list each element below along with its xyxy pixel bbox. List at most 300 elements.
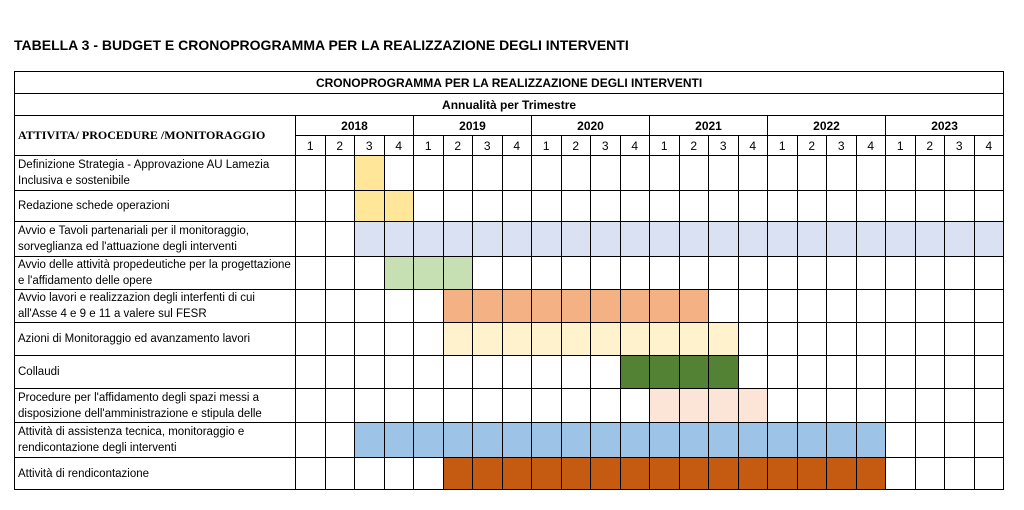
gantt-bar-cell: [355, 222, 385, 257]
gantt-empty-cell: [856, 257, 886, 290]
gantt-table: [14, 71, 1004, 490]
gantt-empty-cell: [886, 323, 916, 356]
quarter-header: 1: [768, 136, 798, 156]
gantt-bar-cell: [532, 222, 562, 257]
gantt-empty-cell: [502, 257, 532, 290]
gantt-empty-cell: [532, 389, 562, 423]
gantt-bar-cell: [650, 423, 680, 458]
gantt-empty-cell: [886, 191, 916, 222]
gantt-bar-cell: [355, 156, 385, 191]
gantt-bar-cell: [650, 323, 680, 356]
gantt-empty-cell: [620, 389, 650, 423]
gantt-bar-cell: [709, 389, 739, 423]
activity-row: [15, 389, 1004, 423]
gantt-bar-cell: [974, 222, 1004, 257]
gantt-empty-cell: [325, 323, 355, 356]
gantt-empty-cell: [974, 389, 1004, 423]
gantt-bar-cell: [384, 257, 414, 290]
gantt-empty-cell: [886, 257, 916, 290]
gantt-empty-cell: [915, 323, 945, 356]
quarter-header: 4: [738, 136, 768, 156]
activity-row: [15, 423, 1004, 458]
activity-name: Azioni di Monitoraggio ed avanzamento lavori: [18, 333, 251, 345]
quarter-header: 2: [443, 136, 473, 156]
gantt-empty-cell: [355, 257, 385, 290]
gantt-empty-cell: [768, 356, 798, 389]
gantt-empty-cell: [738, 156, 768, 191]
gantt-empty-cell: [886, 389, 916, 423]
gantt-empty-cell: [473, 191, 503, 222]
gantt-empty-cell: [709, 156, 739, 191]
gantt-bar-cell: [502, 290, 532, 323]
quarter-header: 1: [650, 136, 680, 156]
gantt-bar-cell: [384, 222, 414, 257]
gantt-bar-cell: [502, 458, 532, 490]
gantt-empty-cell: [915, 458, 945, 490]
gantt-empty-cell: [974, 323, 1004, 356]
activity-row: [15, 290, 1004, 323]
gantt-bar-cell: [738, 222, 768, 257]
gantt-empty-cell: [620, 156, 650, 191]
activity-name-cell: [15, 389, 296, 423]
gantt-empty-cell: [856, 356, 886, 389]
gantt-empty-cell: [797, 156, 827, 191]
gantt-bar-cell: [650, 290, 680, 323]
gantt-bar-cell: [473, 423, 503, 458]
gantt-empty-cell: [945, 290, 975, 323]
gantt-empty-cell: [945, 458, 975, 490]
gantt-bar-cell: [443, 423, 473, 458]
gantt-bar-cell: [355, 423, 385, 458]
gantt-empty-cell: [296, 458, 326, 490]
gantt-bar-cell: [591, 423, 621, 458]
activity-name-cell: [15, 257, 296, 290]
gantt-empty-cell: [532, 356, 562, 389]
activity-row: [15, 156, 1004, 191]
gantt-empty-cell: [325, 156, 355, 191]
gantt-empty-cell: [679, 191, 709, 222]
gantt-bar-cell: [738, 458, 768, 490]
gantt-bar-cell: [502, 323, 532, 356]
gantt-bar-cell: [650, 458, 680, 490]
gantt-empty-cell: [473, 257, 503, 290]
gantt-empty-cell: [355, 458, 385, 490]
gantt-empty-cell: [473, 156, 503, 191]
gantt-empty-cell: [679, 257, 709, 290]
gantt-empty-cell: [502, 356, 532, 389]
gantt-empty-cell: [355, 389, 385, 423]
gantt-empty-cell: [945, 323, 975, 356]
gantt-empty-cell: [679, 156, 709, 191]
gantt-bar-cell: [679, 458, 709, 490]
gantt-empty-cell: [856, 290, 886, 323]
gantt-empty-cell: [886, 290, 916, 323]
gantt-empty-cell: [296, 222, 326, 257]
gantt-empty-cell: [709, 290, 739, 323]
gantt-empty-cell: [414, 290, 444, 323]
gantt-bar-cell: [443, 458, 473, 490]
gantt-bar-cell: [414, 423, 444, 458]
gantt-empty-cell: [414, 389, 444, 423]
gantt-empty-cell: [561, 257, 591, 290]
activity-name-cell: [15, 191, 296, 222]
quarter-header: 3: [355, 136, 385, 156]
activity-row: [15, 323, 1004, 356]
gantt-bar-cell: [355, 191, 385, 222]
gantt-bar-cell: [827, 222, 857, 257]
activity-row: [15, 458, 1004, 490]
gantt-empty-cell: [945, 191, 975, 222]
gantt-empty-cell: [856, 389, 886, 423]
gantt-empty-cell: [443, 191, 473, 222]
gantt-empty-cell: [974, 257, 1004, 290]
gantt-bar-cell: [650, 389, 680, 423]
gantt-empty-cell: [974, 156, 1004, 191]
gantt-bar-cell: [532, 423, 562, 458]
gantt-bar-cell: [856, 222, 886, 257]
gantt-empty-cell: [620, 191, 650, 222]
gantt-bar-cell: [620, 423, 650, 458]
activity-row: [15, 257, 1004, 290]
quarter-header: 2: [915, 136, 945, 156]
gantt-empty-cell: [797, 389, 827, 423]
gantt-empty-cell: [296, 191, 326, 222]
gantt-empty-cell: [709, 257, 739, 290]
quarter-header: 2: [797, 136, 827, 156]
gantt-bar-cell: [679, 356, 709, 389]
gantt-empty-cell: [591, 356, 621, 389]
gantt-bar-cell: [502, 423, 532, 458]
gantt-bar-cell: [738, 423, 768, 458]
gantt-bar-cell: [384, 191, 414, 222]
gantt-empty-cell: [325, 257, 355, 290]
quarter-header: 4: [974, 136, 1004, 156]
gantt-bar-cell: [443, 323, 473, 356]
gantt-bar-cell: [591, 323, 621, 356]
gantt-bar-cell: [414, 222, 444, 257]
gantt-empty-cell: [384, 389, 414, 423]
gantt-empty-cell: [443, 389, 473, 423]
gantt-bar-cell: [709, 423, 739, 458]
gantt-empty-cell: [325, 458, 355, 490]
gantt-bar-cell: [827, 458, 857, 490]
gantt-empty-cell: [915, 156, 945, 191]
gantt-empty-cell: [827, 323, 857, 356]
activity-name: Avvio lavori e realizzazion degli interfenti di cui all'Asse 4 e 9 e 11 a valere sul FESR: [18, 292, 255, 320]
activity-name-cell: [15, 290, 296, 323]
gantt-empty-cell: [414, 323, 444, 356]
gantt-bar-cell: [738, 389, 768, 423]
gantt-bar-cell: [679, 423, 709, 458]
gantt-empty-cell: [561, 191, 591, 222]
gantt-empty-cell: [738, 257, 768, 290]
activity-name: Avvio e Tavoli partenariali per il monitoraggio, sorveglianza ed l'attuazione degli interventi: [18, 225, 249, 253]
activity-name: Definizione Strategia - Approvazione AU Lamezia Inclusiva e sostenibile: [18, 159, 270, 187]
gantt-empty-cell: [827, 156, 857, 191]
gantt-bar-cell: [797, 423, 827, 458]
gantt-bar-cell: [797, 222, 827, 257]
gantt-empty-cell: [886, 356, 916, 389]
gantt-empty-cell: [296, 389, 326, 423]
quarter-header: 4: [856, 136, 886, 156]
gantt-empty-cell: [797, 257, 827, 290]
quarter-header: 2: [679, 136, 709, 156]
gantt-bar-cell: [945, 222, 975, 257]
activity-name: Attività di assistenza tecnica, monitoraggio e rendicontazione degli interventi: [18, 426, 245, 454]
gantt-empty-cell: [915, 389, 945, 423]
gantt-bar-cell: [591, 222, 621, 257]
year-header: 2022: [768, 116, 886, 136]
gantt-empty-cell: [650, 191, 680, 222]
gantt-empty-cell: [797, 191, 827, 222]
year-header: 2021: [650, 116, 768, 136]
gantt-empty-cell: [384, 458, 414, 490]
table-heading: CRONOPROGRAMMA PER LA REALIZZAZIONE DEGLI INTERVENTI: [15, 72, 1004, 94]
gantt-empty-cell: [473, 356, 503, 389]
gantt-bar-cell: [620, 323, 650, 356]
activity-name-cell: [15, 356, 296, 389]
gantt-empty-cell: [414, 191, 444, 222]
gantt-empty-cell: [325, 290, 355, 323]
gantt-bar-cell: [561, 423, 591, 458]
table-subheading: Annualità per Trimestre: [15, 94, 1004, 116]
gantt-bar-cell: [768, 458, 798, 490]
gantt-empty-cell: [355, 323, 385, 356]
activity-row: [15, 356, 1004, 389]
activity-name-cell: [15, 423, 296, 458]
gantt-bar-cell: [650, 222, 680, 257]
gantt-empty-cell: [768, 191, 798, 222]
gantt-empty-cell: [738, 290, 768, 323]
gantt-empty-cell: [591, 389, 621, 423]
activity-row: [15, 222, 1004, 257]
gantt-bar-cell: [679, 323, 709, 356]
gantt-empty-cell: [355, 356, 385, 389]
gantt-empty-cell: [650, 156, 680, 191]
gantt-bar-cell: [414, 257, 444, 290]
quarter-header: 4: [384, 136, 414, 156]
gantt-empty-cell: [974, 356, 1004, 389]
gantt-empty-cell: [945, 156, 975, 191]
quarter-header: 2: [561, 136, 591, 156]
gantt-empty-cell: [325, 423, 355, 458]
gantt-empty-cell: [827, 257, 857, 290]
gantt-empty-cell: [827, 356, 857, 389]
gantt-empty-cell: [974, 458, 1004, 490]
gantt-bar-cell: [443, 222, 473, 257]
gantt-bar-cell: [561, 458, 591, 490]
gantt-empty-cell: [797, 290, 827, 323]
gantt-empty-cell: [561, 389, 591, 423]
gantt-bar-cell: [709, 356, 739, 389]
gantt-empty-cell: [502, 191, 532, 222]
gantt-empty-cell: [915, 290, 945, 323]
gantt-empty-cell: [709, 191, 739, 222]
gantt-bar-cell: [709, 458, 739, 490]
page-title: TABELLA 3 - BUDGET E CRONOPROGRAMMA PER LA REALIZZAZIONE DEGLI INTERVENTI: [14, 37, 629, 53]
gantt-empty-cell: [591, 156, 621, 191]
gantt-empty-cell: [886, 156, 916, 191]
gantt-bar-cell: [532, 290, 562, 323]
quarter-header: 1: [532, 136, 562, 156]
gantt-empty-cell: [974, 290, 1004, 323]
gantt-empty-cell: [886, 423, 916, 458]
activity-name-cell: [15, 323, 296, 356]
gantt-empty-cell: [443, 356, 473, 389]
gantt-empty-cell: [414, 356, 444, 389]
gantt-bar-cell: [502, 222, 532, 257]
activity-row: [15, 191, 1004, 222]
gantt-empty-cell: [502, 156, 532, 191]
gantt-empty-cell: [384, 356, 414, 389]
year-header: 2020: [532, 116, 650, 136]
gantt-bar-cell: [473, 222, 503, 257]
gantt-empty-cell: [443, 156, 473, 191]
year-header: 2023: [886, 116, 1004, 136]
gantt-bar-cell: [591, 458, 621, 490]
gantt-bar-cell: [797, 458, 827, 490]
activity-column-header: ATTIVITA/ PROCEDURE /MONITORAGGIO: [15, 116, 296, 156]
gantt-empty-cell: [325, 191, 355, 222]
activity-name: Avvio delle attività propedeutiche per la progettazione e l'affidamento delle opere: [18, 259, 291, 287]
gantt-empty-cell: [325, 222, 355, 257]
gantt-empty-cell: [827, 389, 857, 423]
gantt-bar-cell: [856, 458, 886, 490]
year-header: 2019: [414, 116, 532, 136]
gantt-bar-cell: [886, 222, 916, 257]
gantt-empty-cell: [296, 257, 326, 290]
activity-name: Collaudi: [18, 366, 60, 378]
gantt-bar-cell: [650, 356, 680, 389]
gantt-bar-cell: [679, 222, 709, 257]
gantt-empty-cell: [738, 191, 768, 222]
activity-name: Procedure per l'affidamento degli spazi messi a disposizione dell'amministrazione e stipula delle: [18, 391, 262, 420]
gantt-empty-cell: [650, 257, 680, 290]
gantt-empty-cell: [915, 191, 945, 222]
gantt-empty-cell: [827, 191, 857, 222]
quarter-header: 4: [502, 136, 532, 156]
gantt-bar-cell: [915, 222, 945, 257]
gantt-empty-cell: [591, 257, 621, 290]
gantt-empty-cell: [856, 191, 886, 222]
gantt-empty-cell: [915, 423, 945, 458]
gantt-empty-cell: [797, 323, 827, 356]
quarter-header: 3: [945, 136, 975, 156]
gantt-empty-cell: [768, 389, 798, 423]
quarter-header: 3: [827, 136, 857, 156]
gantt-empty-cell: [591, 191, 621, 222]
quarter-header: 3: [473, 136, 503, 156]
gantt-bar-cell: [532, 323, 562, 356]
gantt-empty-cell: [296, 290, 326, 323]
gantt-empty-cell: [768, 290, 798, 323]
gantt-bar-cell: [709, 222, 739, 257]
quarter-header: 1: [414, 136, 444, 156]
gantt-bar-cell: [591, 290, 621, 323]
year-header: 2018: [296, 116, 414, 136]
gantt-empty-cell: [502, 389, 532, 423]
gantt-empty-cell: [620, 257, 650, 290]
gantt-bar-cell: [443, 290, 473, 323]
gantt-empty-cell: [325, 356, 355, 389]
gantt-empty-cell: [384, 156, 414, 191]
gantt-empty-cell: [915, 257, 945, 290]
gantt-empty-cell: [738, 323, 768, 356]
gantt-bar-cell: [679, 389, 709, 423]
gantt-empty-cell: [355, 290, 385, 323]
gantt-empty-cell: [768, 323, 798, 356]
gantt-empty-cell: [768, 156, 798, 191]
gantt-empty-cell: [856, 156, 886, 191]
gantt-bar-cell: [768, 222, 798, 257]
gantt-empty-cell: [561, 156, 591, 191]
gantt-empty-cell: [384, 290, 414, 323]
gantt-empty-cell: [945, 257, 975, 290]
activity-name-cell: [15, 222, 296, 257]
gantt-empty-cell: [974, 191, 1004, 222]
gantt-empty-cell: [945, 423, 975, 458]
gantt-bar-cell: [443, 257, 473, 290]
gantt-bar-cell: [473, 458, 503, 490]
activity-name: Redazione schede operazioni: [18, 200, 170, 212]
gantt-bar-cell: [473, 290, 503, 323]
gantt-empty-cell: [532, 156, 562, 191]
gantt-empty-cell: [532, 191, 562, 222]
gantt-bar-cell: [473, 323, 503, 356]
gantt-empty-cell: [296, 323, 326, 356]
gantt-bar-cell: [561, 222, 591, 257]
gantt-bar-cell: [856, 423, 886, 458]
gantt-empty-cell: [797, 356, 827, 389]
quarter-header: 3: [709, 136, 739, 156]
gantt-empty-cell: [532, 257, 562, 290]
gantt-bar-cell: [709, 323, 739, 356]
gantt-empty-cell: [414, 458, 444, 490]
gantt-empty-cell: [296, 423, 326, 458]
gantt-empty-cell: [945, 356, 975, 389]
gantt-bar-cell: [620, 222, 650, 257]
gantt-empty-cell: [738, 356, 768, 389]
gantt-bar-cell: [620, 356, 650, 389]
gantt-empty-cell: [915, 356, 945, 389]
quarter-header: 1: [296, 136, 326, 156]
gantt-bar-cell: [620, 290, 650, 323]
quarter-header: 2: [325, 136, 355, 156]
gantt-empty-cell: [827, 290, 857, 323]
gantt-empty-cell: [974, 423, 1004, 458]
gantt-empty-cell: [296, 356, 326, 389]
gantt-empty-cell: [886, 458, 916, 490]
gantt-empty-cell: [768, 257, 798, 290]
quarter-header: 1: [886, 136, 916, 156]
gantt-bar-cell: [768, 423, 798, 458]
gantt-bar-cell: [620, 458, 650, 490]
activity-name: Attività di rendicontazione: [18, 467, 150, 480]
gantt-bar-cell: [561, 290, 591, 323]
gantt-bar-cell: [679, 290, 709, 323]
gantt-empty-cell: [856, 323, 886, 356]
gantt-empty-cell: [414, 156, 444, 191]
gantt-bar-cell: [384, 423, 414, 458]
gantt-empty-cell: [325, 389, 355, 423]
activity-name-cell: [15, 458, 296, 490]
gantt-empty-cell: [561, 356, 591, 389]
gantt-bar-cell: [561, 323, 591, 356]
activity-name-cell: [15, 156, 296, 191]
quarter-header: 4: [620, 136, 650, 156]
gantt-bar-cell: [827, 423, 857, 458]
gantt-empty-cell: [945, 389, 975, 423]
